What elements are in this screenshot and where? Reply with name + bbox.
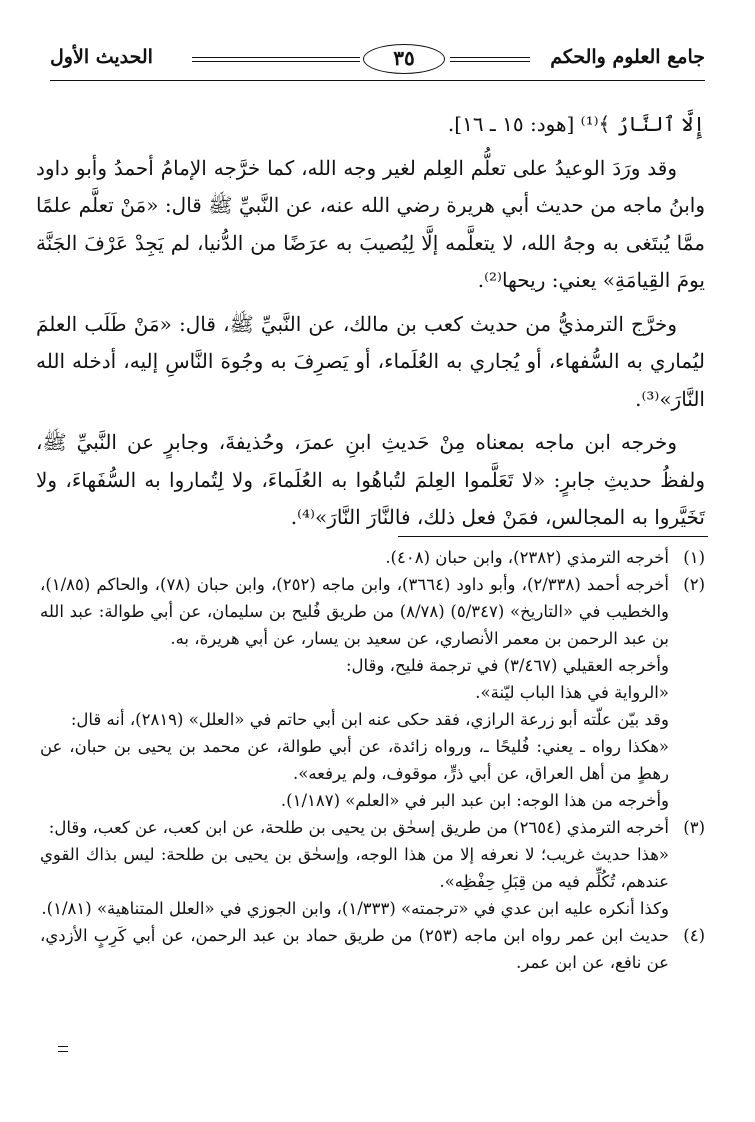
paragraph-ibn-majah-hadith: وخرجه ابن ماجه بمعناه مِنْ حَديثِ ابنِ عمرَ، وحُذيفةَ، وجابرٍ عن النَّبيِّ ﷺ، ولفظُ حديثِ جابرٍ: «لا تَعَلَّموا العِلمَ لتُباهُوا به العُلَماءَ، ولا لِتُماروا به السُّفَهاءَ، ولا تَخَيَّروا به المجالس، فمَنْ فعل ذلك، فالنَّارَ النَّارَ»⁽⁴⁾. — [36, 430, 705, 529]
margin-mark — [58, 1046, 68, 1052]
book-title: جامع العلوم والحكم — [550, 46, 705, 68]
footnote-line: وقد بيّن علّته أبو زرعة الرازي، فقد حكى عنه ابن أبي حاتم في «العلل» (٢٨١٩)، أنه قال: — [70, 710, 669, 729]
footnote-number: (٣) — [683, 818, 705, 837]
footnote-text — [40, 922, 669, 976]
footnote-line: وأخرجه العقيلي (٣/٤٦٧) في ترجمة فليح، وقال: — [345, 656, 669, 675]
footnote-text — [40, 544, 669, 571]
footnote-1 — [40, 544, 705, 571]
footnote-text — [40, 571, 669, 814]
footnote-quote: «هذا حديث غريب؛ لا نعرفه إلا من هذا الوجه، وإسحٰق بن يحيى بن طلحة: ليس بذاك القوي عندهم، تُكُلِّم فيه من قِبَلِ حِفْظِه». — [40, 845, 669, 891]
footnote-2 — [40, 571, 705, 814]
footnote-line: حديث ابن عمر رواه ابن ماجه (٢٥٣) من طريق حماد بن عبد الرحمن، عن أبي كَرِبٍ الأزدي، عن نافع، عن ابن عمر. — [40, 926, 670, 972]
footnote-number: (٤) — [683, 926, 705, 945]
page-number: ٣٥ — [363, 44, 445, 74]
main-text — [36, 106, 705, 537]
footnote-3 — [40, 814, 705, 922]
footnote-separator — [398, 536, 708, 537]
footnote-line: أخرجه الترمذي (٢٦٥٤) من طريق إسحٰق بن يحيى بن طلحة، عن ابن كعب، عن كعب، وقال: — [48, 818, 669, 837]
footnote-text — [40, 814, 669, 922]
footnotes — [40, 544, 705, 976]
footnote-number: (٢) — [683, 575, 705, 594]
running-header — [50, 42, 705, 82]
footnote-line: أخرجه الترمذي (٢٣٨٢)، وابن حبان (٤٠٨). — [385, 548, 669, 567]
footnote-line: وكذا أنكره عليه ابن عدي في «ترجمته» (١/٣٣٣)، وابن الجوزي في «العلل المتناهية» (١/٨١). — [41, 899, 669, 918]
footnote-quote: «هكذا رواه ـ يعني: فُليحًا ـ، ورواه زائدة، عن أبي طوالة، عن محمد بن يحيى بن حبان، عن رهطٍ من أهل العراق، عن أبي ذرٍّ، موقوف، ولم يرفعه». — [40, 737, 669, 783]
chapter-title: الحديث الأول — [50, 46, 153, 68]
footnote-4 — [40, 922, 705, 976]
header-rule-left — [192, 57, 360, 62]
footnote-line: وأخرجه من هذا الوجه: ابن عبد البر في «العلم» (١/١٨٧). — [280, 791, 669, 810]
footnote-quote: «الرواية في هذا الباب ليّنة». — [475, 683, 669, 702]
footnote-number: (١) — [683, 548, 705, 567]
header-rule-right — [450, 57, 530, 62]
paragraph-quran-ending: إِلَّا ٱلنَّارُ ﴾⁽¹⁾ [هود: ١٥ ـ ١٦]. — [447, 112, 705, 136]
header-underline — [50, 80, 705, 81]
paragraph-warning-hadith: وقد ورَدَ الوعيدُ على تعلُّم العِلم لغير وجه الله، كما خرَّجه الإمامُ أحمدُ وأبو داود وابنُ ماجه من حديث أبي هريرة رضي الله عنه، عن النَّبيِّ ﷺ قال: «مَنْ تعلَّم علمًا ممَّا يُبتَغى به وجهُ الله، لا يتعلَّمه إلَّا لِيُصيبَ به عرَضًا من الدُّنيا، لم يَجِدْ عَرْفَ الجَنَّة يومَ القِيامَةِ» يعني: ريحها⁽²⁾. — [36, 155, 705, 292]
paragraph-tirmidhi-hadith: وخرَّج الترمذيُّ من حديث كعب بن مالك، عن النَّبيِّ ﷺ، قال: «مَنْ طَلَب العلمَ ليُماري به السُّفهاء، أو يُجاري به العُلَماء، أو يَصرِفَ به وجُوهَ النَّاسِ إليه، أدخله الله النَّارَ»⁽³⁾. — [36, 311, 705, 411]
footnote-line: أخرجه أحمد (٢/٣٣٨)، وأبو داود (٣٦٦٤)، وابن ماجه (٢٥٢)، وابن حبان (٧٨)، والحاكم (١/٨٥)، والخطيب في «التاريخ» (٥/٣٤٧) (٨/٧٨) من طريق فُليح بن سليمان، عن أبي طوالة: عبد الله بن عبد الرحمن بن معمر الأنصاري، عن سعيد بن يسار، عن أبي هريرة، به. — [40, 575, 670, 648]
